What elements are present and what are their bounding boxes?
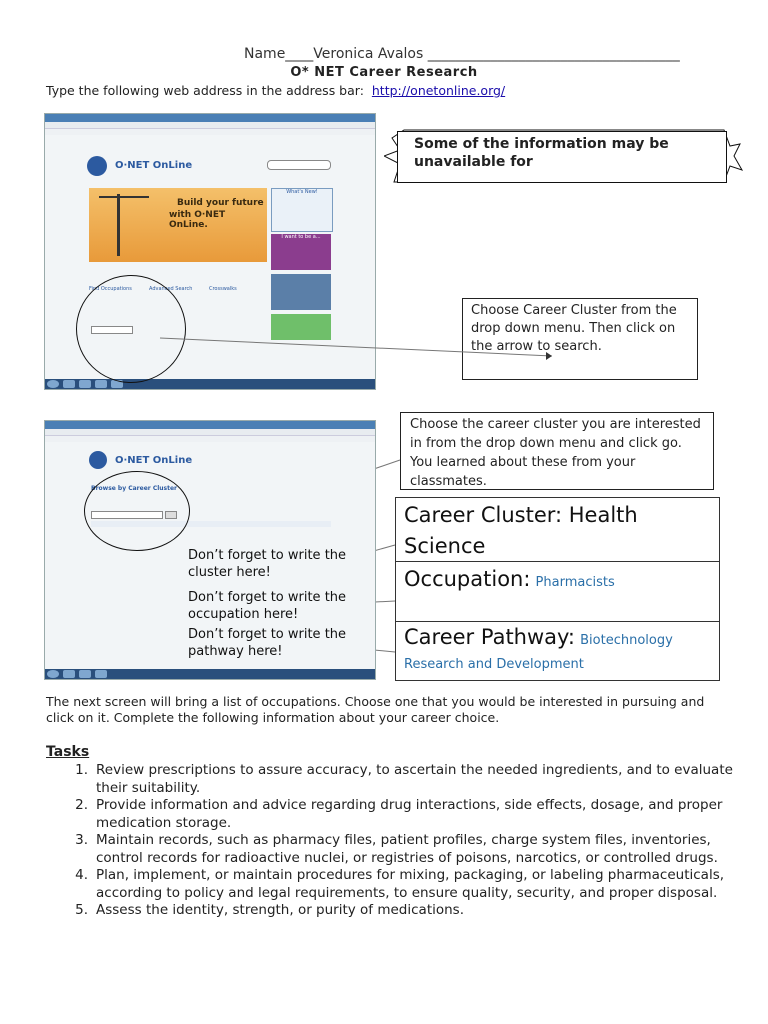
choose-cluster-go-callout: Choose the career cluster you are interested in from the drop down menu and click go. You learned about these from your classmates. [400, 412, 714, 490]
pathway-cell [396, 622, 719, 680]
list-item: 2. Provide information and advice regarding drug interactions, side effects, dosage, and proper medication storage. [46, 797, 736, 832]
find-occupations-label: Find Occupations [89, 286, 132, 292]
hero-line2: with O·NET OnLine. [169, 210, 226, 230]
taskbar-icon [79, 670, 91, 678]
advanced-search-label: Advanced Search [149, 286, 193, 292]
windows-taskbar [45, 669, 375, 679]
highlight-circle-2 [84, 471, 190, 551]
page-title: O* NET Career Research [290, 65, 478, 80]
career-info-table [395, 497, 720, 681]
tasks-list [46, 762, 736, 920]
occupation-value: Pharmacists [535, 575, 615, 590]
crosswalks-label: Crosswalks [209, 286, 237, 292]
start-icon [47, 670, 59, 678]
instructions-paragraph: The next screen will bring a list of occupations. Choose one that you would be interested in pursuing and click on it. Complete the following information about your career choice. [46, 694, 705, 725]
instruction-text: Type the following web address in the address bar: [46, 83, 364, 98]
task-text: Provide information and advice regarding drug interactions, side effects, dosage, and proper medication storage. [96, 797, 723, 831]
list-item: 3. Maintain records, such as pharmacy files, patient profiles, charge system files, inventories, control records for radioactive nuclei, or registries of poisons, narcotics, or controlled drugs. [46, 832, 736, 867]
tasks-heading: Tasks [46, 744, 90, 760]
hero-line1: Build your future [177, 198, 264, 208]
occupation-label: Occupation: [404, 567, 531, 591]
browser-toolbar [45, 436, 375, 442]
site-title: O·NET OnLine [115, 160, 193, 171]
task-text: Assess the identity, strength, or purity of medications. [96, 902, 465, 918]
want-to-be-label: I want to be a... [281, 234, 321, 240]
task-text: Plan, implement, or maintain procedures for mixing, packaging, or labeling pharmaceuticals, according to policy and legal requirements, to ensure quality, security, and proper disposal. [96, 867, 725, 901]
note-cluster: Don’t forget to write the cluster here! [188, 548, 347, 580]
note-pathway: Don’t forget to write the pathway here! [188, 627, 347, 659]
list-item: 4. Plan, implement, or maintain procedures for mixing, packaging, or labeling pharmaceuticals, according to policy and legal requirements, to ensure quality, security, and proper disposal. [46, 867, 736, 902]
task-text: Review prescriptions to assure accuracy, to ascertain the needed ingredients, and to evaluate their suitability. [96, 762, 733, 796]
note-occupation: Don’t forget to write the occupation here! [188, 590, 347, 622]
menu-bar [45, 429, 375, 436]
name-line: Name____Veronica Avalos ____________________________________ [244, 46, 680, 62]
taskbar-icon [63, 670, 75, 678]
window-titlebar [45, 421, 375, 429]
list-item: 5. Assess the identity, strength, or purity of medications. [75, 902, 465, 918]
task-text: Maintain records, such as pharmacy files, patient profiles, charge system files, inventories, control records for radioactive nuclei, or registries of poisons, narcotics, or controlled drugs. [96, 832, 718, 866]
site-title: O·NET OnLine [115, 455, 193, 466]
list-item: 1. Review prescriptions to assure accuracy, to ascertain the needed ingredients, and to evaluate their suitability. [46, 762, 736, 797]
onet-link[interactable]: http://onetonline.org/ [371, 83, 506, 98]
pathway-value: Biotechnology Research and Development [404, 633, 673, 672]
career-cluster-cell: Career Cluster: Health Science [396, 498, 719, 562]
taskbar-icon [95, 670, 107, 678]
pathway-label: Career Pathway: [404, 625, 576, 649]
unavailable-text: Some of the information may be unavailable for [414, 136, 669, 170]
whats-new-label: What's New! [286, 189, 318, 195]
onet-logo-icon [89, 451, 107, 469]
occupation-cell [396, 562, 719, 622]
choose-cluster-menu-callout: Choose Career Cluster from the drop down menu. Then click on the arrow to search. [462, 298, 698, 380]
browse-heading: Browse by Career Cluster [91, 485, 178, 492]
